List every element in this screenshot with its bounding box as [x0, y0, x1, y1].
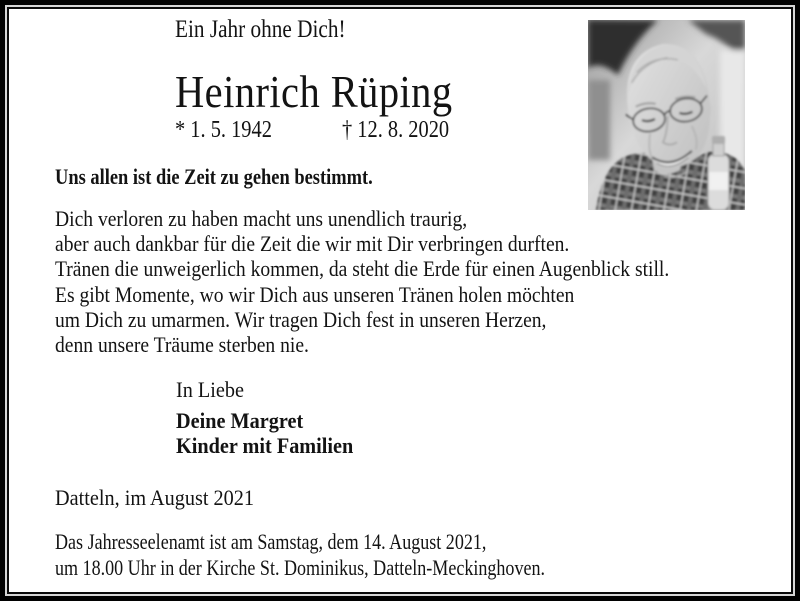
- poem-line-2: aber auch dankbar für die Zeit die wir mit Dir verbringen durften.: [55, 231, 570, 257]
- deceased-name: Heinrich Rüping: [175, 66, 453, 117]
- portrait-photo-illustration: [588, 20, 745, 210]
- poem-line-6: denn unsere Träume sterben nie.: [55, 332, 309, 358]
- service-announcement: [55, 529, 653, 580]
- poem-line-1: Dich verloren zu haben macht uns unendlich traurig,: [55, 206, 468, 231]
- poem-line-3: Tränen die unweigerlich kommen, da steht die Erde für einen Augenblick still.: [55, 256, 670, 282]
- poem-line-5: um Dich zu umarmen. Wir tragen Dich fest in unseren Herzen,: [55, 306, 547, 332]
- announcement-line-1: Das Jahresseelenamt ist am Samstag, dem 14. August 2021,: [55, 529, 487, 554]
- death-date: † 12. 8. 2020: [342, 117, 450, 143]
- tribute-line: Ein Jahr ohne Dich!: [175, 16, 346, 43]
- memorial-poem: [55, 206, 745, 357]
- poem-line-4: Es gibt Momente, wo wir Dich aus unseren Tränen holen möchten: [55, 281, 575, 307]
- portrait-photo: [588, 20, 745, 210]
- mourner-name-1: Deine Margret: [176, 408, 304, 433]
- motto-line: Uns allen ist die Zeit zu gehen bestimmt.: [55, 164, 373, 189]
- announcement-line-2: um 18.00 Uhr in der Kirche St. Dominikus, Datteln-Meckinghoven.: [55, 554, 546, 580]
- birth-date: * 1. 5. 1942: [175, 117, 272, 143]
- mourner-name-2: Kinder mit Familien: [176, 433, 354, 459]
- mourners: [176, 408, 369, 459]
- place-and-date: Datteln, im August 2021: [55, 485, 255, 510]
- life-dates: [175, 116, 595, 144]
- closing-line: In Liebe: [176, 377, 244, 402]
